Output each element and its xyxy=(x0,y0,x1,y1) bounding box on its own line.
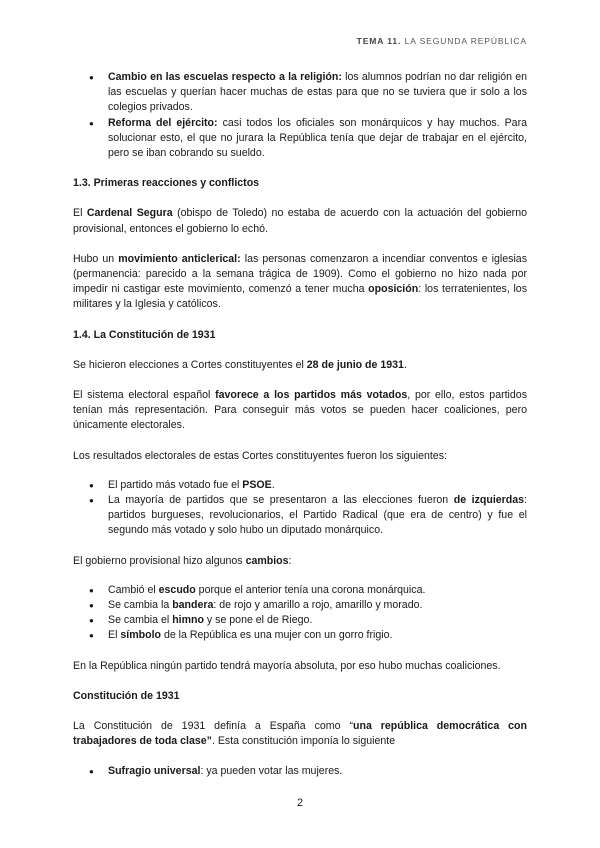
section-heading-1-4: 1.4. La Constitución de 1931 xyxy=(73,328,216,341)
section-heading-constitucion: Constitución de 1931 xyxy=(73,689,180,702)
paragraph: La Constitución de 1931 definía a España como “una república democrática con trabajadores de toda clase”. Esta constitución imponía lo siguiente xyxy=(73,720,527,748)
list-item: ● La mayoría de partidos que se presentaron a las elecciones fueron de izquierdas: partidos burgueses, revolucionarios, el Partido Radical (que era de centro) y fue el segundo más votado y solo hubo un diputado monárquico. xyxy=(73,493,527,539)
paragraph: El Cardenal Segura (obispo de Toledo) no estaba de acuerdo con la actuación del gobierno provisional, entonces el gobierno lo echó. xyxy=(73,207,527,235)
reforms-list xyxy=(73,70,527,161)
constitution-list xyxy=(73,764,527,779)
list-item: ● El símbolo de la República es una mujer con un gorro frigio. xyxy=(73,628,527,643)
list-item: ● Cambio en las escuelas respecto a la religión: los alumnos podrían no dar religión en las escuelas y querían hacer muchas de estas para que no se tuviera que ir solo a los colegios privados. xyxy=(73,70,527,116)
list-item: ● Se cambia la bandera: de rojo y amarillo a rojo, amarillo y morado. xyxy=(73,598,527,613)
page-number: 2 xyxy=(296,797,304,809)
paragraph: Hubo un movimiento anticlerical: las personas comenzaron a incendiar conventos e iglesias (permanencia: parecido a la semana trágica de 1909). Como el gobierno no hizo nada por impedir ni castigar este movimiento, comenzó a tener mucha oposición: los terratenientes, los militares y la Iglesia y católicos. xyxy=(73,252,527,311)
section-heading-1-3: 1.3. Primeras reacciones y conflictos xyxy=(73,177,260,190)
results-list xyxy=(73,478,527,539)
list-item: ● Cambió el escudo porque el anterior tenía una corona monárquica. xyxy=(73,583,527,598)
header-title: LA SEGUNDA REPÚBLICA xyxy=(404,36,527,46)
paragraph: En la República ningún partido tendrá mayoría absoluta, por eso hubo muchas coaliciones. xyxy=(73,659,501,672)
list-item: ● Reforma del ejército: casi todos los oficiales son monárquicos y hay muchos. Para solucionar esto, el que no jurara la República tenía que dejar de trabajar en el ejército, pero se iban cobrando su sueldo. xyxy=(73,116,527,162)
list-item: ● El partido más votado fue el PSOE. xyxy=(73,478,527,493)
list-item: ● Se cambia el himno y se pone el de Riego. xyxy=(73,613,527,628)
paragraph: Los resultados electorales de estas Cortes constituyentes fueron los siguientes: xyxy=(73,449,447,462)
list-item: ● Sufragio universal: ya pueden votar las mujeres. xyxy=(73,764,527,779)
page-content xyxy=(73,70,527,779)
header-tema: TEMA 11. xyxy=(356,36,402,46)
paragraph: Se hicieron elecciones a Cortes constituyentes el 28 de junio de 1931. xyxy=(73,358,407,371)
changes-list xyxy=(73,583,527,644)
paragraph: El sistema electoral español favorece a los partidos más votados, por ello, estos partidos tenían más representación. Para conseguir más votos se pueden hacer coaliciones, pero únicamente electorales. xyxy=(73,389,527,432)
page-header xyxy=(357,36,527,46)
paragraph: El gobierno provisional hizo algunos cambios: xyxy=(73,554,292,567)
